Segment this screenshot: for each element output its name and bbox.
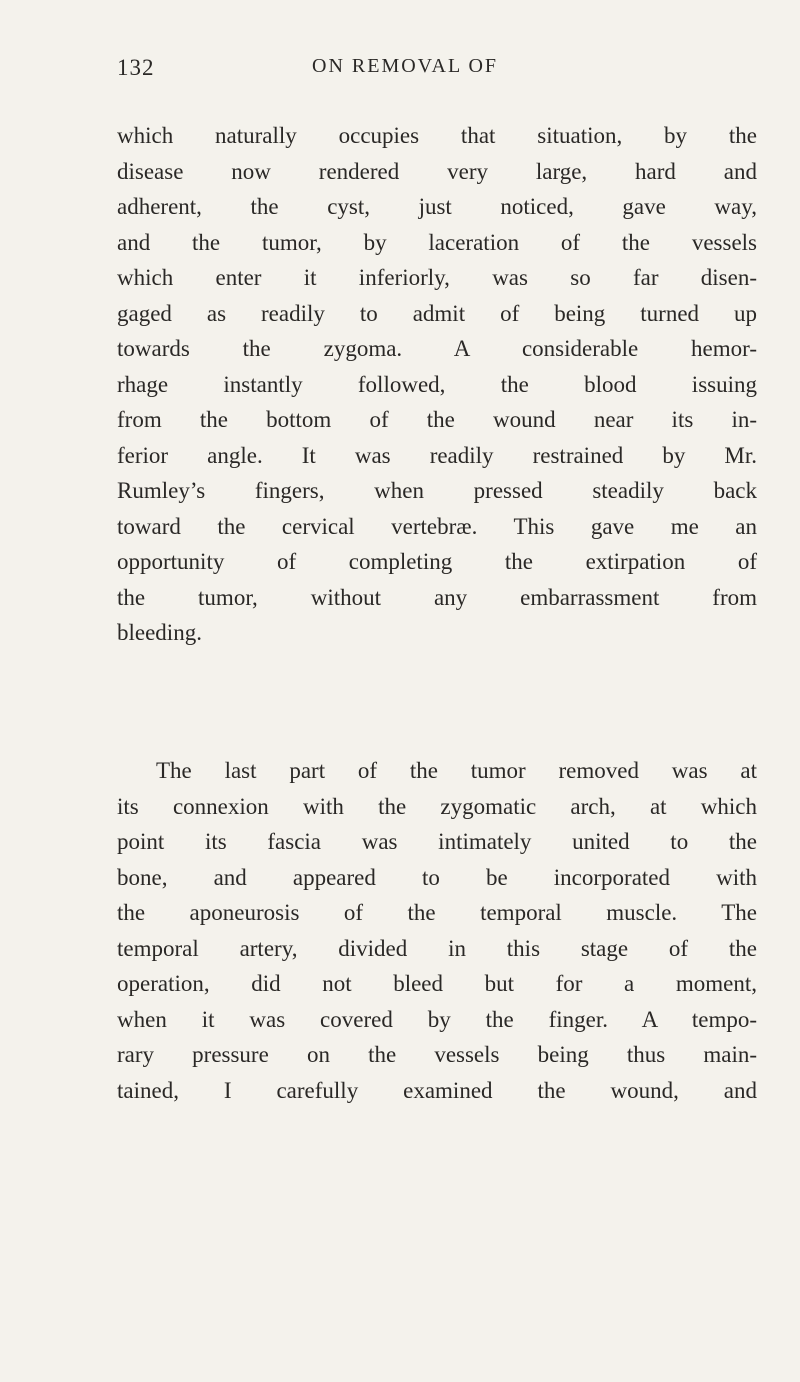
text-line: rary pressure on the vessels being thus main-: [117, 1042, 757, 1067]
text-line: adherent, the cyst, just noticed, gave way,: [117, 194, 757, 219]
text-line: gaged as readily to admit of being turned up: [117, 300, 757, 326]
text-line: bleeding.: [117, 620, 202, 645]
text-line: which enter it inferiorly, was so far disen-: [117, 265, 757, 290]
text-line: The last part of the tumor removed was at: [156, 758, 757, 783]
page-number: 132: [117, 55, 155, 80]
text-line: and the tumor, by laceration of the vessels: [117, 229, 757, 255]
text-line: tained, I carefully examined the wound, and: [117, 1077, 757, 1103]
text-line: its connexion with the zygomatic arch, at which: [117, 793, 757, 819]
text-line: point its fascia was intimately united to the: [117, 829, 757, 854]
paragraph-1: [117, 118, 757, 651]
text-line: towards the zygoma. A considerable hemor-: [117, 336, 757, 361]
text-line: operation, did not bleed but for a moment,: [117, 971, 757, 996]
text-line: from the bottom of the wound near its in-: [117, 407, 757, 432]
text-line: ferior angle. It was readily restrained by Mr.: [117, 442, 757, 468]
text-line: the aponeurosis of the temporal muscle. The: [117, 900, 757, 925]
text-line: rhage instantly followed, the blood issuing: [117, 371, 757, 397]
text-line: disease now rendered very large, hard and: [117, 158, 757, 184]
text-line: toward the cervical vertebræ. This gave me an: [117, 513, 757, 539]
text-line: the tumor, without any embarrassment from: [117, 584, 757, 610]
text-line: opportunity of completing the extirpation of: [117, 549, 757, 574]
running-title: ON REMOVAL OF: [312, 55, 499, 77]
text-line: which naturally occupies that situation, by the: [117, 123, 757, 148]
text-line: temporal artery, divided in this stage of the: [117, 935, 757, 961]
text-line: Rumley’s fingers, when pressed steadily back: [117, 478, 757, 503]
text-line: bone, and appeared to be incorporated with: [117, 864, 757, 890]
text-line: when it was covered by the finger. A tempo-: [117, 1006, 757, 1032]
running-head: [117, 55, 757, 91]
paragraph-2: [117, 753, 757, 1108]
